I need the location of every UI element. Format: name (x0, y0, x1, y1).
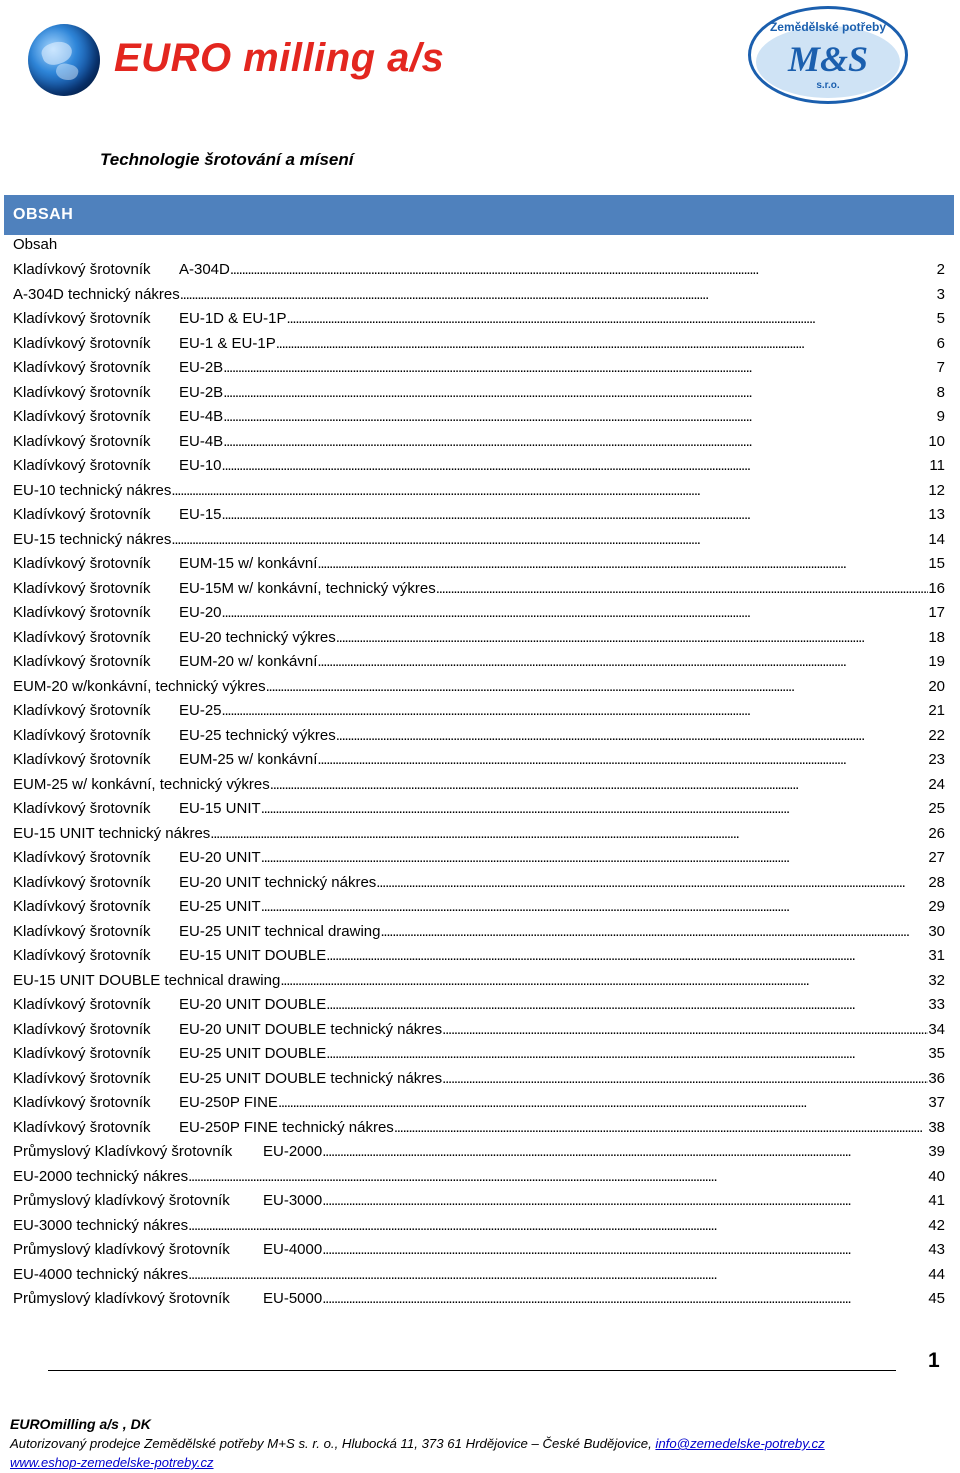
toc-entry-page: 9 (936, 408, 945, 425)
toc-entry-title: Kladívkový šrotovník (13, 334, 151, 352)
toc-entry-model: EU-10 (179, 457, 222, 474)
toc-entry-model: EU-25 UNIT technical drawing (179, 922, 381, 940)
globe-icon (28, 24, 100, 96)
toc-entry-model: EU-20 UNIT DOUBLE technický nákres (179, 1020, 443, 1038)
toc-heading: OBSAH (13, 206, 74, 223)
toc-entry-page: 40 (928, 1167, 945, 1185)
toc-entry-model: EU-15M w/ konkávní, technický výkres (179, 579, 436, 597)
toc-leader-dots (442, 1067, 928, 1092)
toc-entry-page: 10 (928, 432, 945, 450)
toc-entry-page: 26 (928, 824, 945, 842)
toc-entry-model: EU-1D & EU-1P (179, 310, 287, 327)
toc-entry-title: Kladívkový šrotovník (13, 628, 151, 646)
toc-entry-model: EU-20 UNIT technický nákres (179, 873, 377, 891)
toc-entry-model: EU-25 UNIT (179, 898, 261, 915)
toc-entry-page: 16 (928, 579, 945, 597)
toc-leader-dots (336, 724, 929, 749)
toc-entry-title: Průmyslový kladívkový šrotovník (13, 1241, 230, 1258)
toc-entry[interactable] (13, 1042, 945, 1067)
toc-leader-dots (188, 1263, 928, 1288)
toc-entry-title: EUM-25 w/ konkávní, technický výkres (13, 775, 270, 793)
toc-entry[interactable] (13, 454, 945, 479)
toc-leader-dots (223, 430, 928, 455)
toc-entry-model: EU-15 UNIT (179, 800, 261, 817)
toc-entry-model: EU-250P FINE (179, 1094, 278, 1111)
toc-leader-dots (261, 846, 929, 871)
toc-entry-title: Kladívkový šrotovník (13, 604, 151, 621)
toc-entry-title: EU-3000 technický nákres (13, 1216, 189, 1234)
toc-entry[interactable] (13, 699, 945, 724)
toc-entry-model: EU-25 technický výkres (179, 726, 336, 744)
toc-entry[interactable] (13, 748, 945, 773)
toc-entry-title: Kladívkový šrotovník (13, 1020, 151, 1038)
toc-entry-title: Kladívkový šrotovník (13, 849, 151, 866)
toc-leader-dots (280, 969, 928, 994)
toc-entry[interactable] (13, 258, 945, 283)
toc-entry[interactable] (13, 430, 945, 455)
toc-entry[interactable] (13, 993, 945, 1018)
toc-entry-title: EU-15 UNIT technický nákres (13, 824, 211, 842)
toc-entry[interactable] (13, 577, 945, 602)
toc-entry-page: 11 (929, 457, 945, 474)
toc-entry[interactable] (13, 307, 945, 332)
toc-entry-title: Kladívkový šrotovník (13, 702, 151, 719)
toc-entry-title: Kladívkový šrotovník (13, 947, 151, 964)
toc-leader-dots (222, 503, 929, 528)
toc-leader-dots (278, 1091, 928, 1116)
toc-entry-title: EU-15 UNIT DOUBLE technical drawing (13, 971, 281, 989)
logo-top-text: Zemědělské potřeby (769, 20, 887, 34)
toc-entry-title: Kladívkový šrotovník (13, 261, 151, 278)
toc-entry[interactable] (13, 1091, 945, 1116)
toc-leader-dots (276, 332, 937, 357)
toc-leader-dots (394, 1116, 929, 1141)
toc-entry[interactable] (13, 944, 945, 969)
toc-entry[interactable] (13, 552, 945, 577)
toc-entry[interactable] (13, 626, 945, 651)
toc-entry-title: Kladívkový šrotovník (13, 1045, 151, 1062)
toc-entry-model: EUM-20 w/ konkávní (179, 653, 318, 670)
toc-entry-title: Kladívkový šrotovník (13, 996, 151, 1013)
toc-entry[interactable] (13, 1238, 945, 1263)
document-title: Technologie šrotování a mísení (100, 150, 354, 169)
toc-entry[interactable] (13, 1165, 945, 1190)
toc-entry-page: 36 (928, 1069, 945, 1087)
toc-entry-page: 30 (928, 922, 945, 940)
toc-entry-page: 43 (928, 1241, 945, 1258)
toc-entry-title: Průmyslový kladívkový šrotovník (13, 1290, 230, 1307)
toc-entry-page: 34 (928, 1020, 945, 1038)
toc-leader-dots (317, 552, 928, 577)
toc-entry-model: EU-25 (179, 702, 222, 719)
toc-leader-dots (322, 1287, 928, 1312)
toc-entry-title: Kladívkový šrotovník (13, 359, 151, 376)
toc-entry-title: Kladívkový šrotovník (13, 383, 151, 401)
toc-entry[interactable] (13, 650, 945, 675)
toc-leader-dots (261, 797, 929, 822)
footer-website-link[interactable]: www.eshop-zemedelske-potreby.cz (10, 1455, 214, 1470)
toc-leader-dots (317, 748, 928, 773)
footer-divider (48, 1370, 896, 1371)
toc-entry[interactable] (13, 1263, 945, 1288)
toc-entry-page: 17 (928, 604, 945, 621)
footer-dealer-line (10, 1436, 825, 1451)
toc-entry-page: 22 (928, 726, 945, 744)
euro-milling-wordmark: EURO milling a/s (114, 36, 445, 80)
toc-leader-dots (266, 675, 929, 700)
toc-entry[interactable] (13, 822, 945, 847)
toc-leader-dots (317, 650, 928, 675)
toc-entry-title: Kladívkový šrotovník (13, 726, 151, 744)
toc-entry-model: EU-25 UNIT DOUBLE technický nákres (179, 1069, 443, 1087)
toc-entry-title: Kladívkový šrotovník (13, 432, 151, 450)
toc-entry-page: 31 (928, 947, 945, 964)
toc-entry-page: 27 (928, 849, 945, 866)
toc-entry[interactable] (13, 1067, 945, 1092)
toc-entry-page: 25 (928, 800, 945, 817)
toc-entry-page: 14 (928, 530, 945, 548)
toc-entry-page: 18 (928, 628, 945, 646)
toc-entry[interactable] (13, 1189, 945, 1214)
table-of-contents (13, 258, 945, 1312)
toc-entry[interactable] (13, 1140, 945, 1165)
toc-entry-page: 19 (928, 653, 945, 670)
toc-entry-model: EU-2B (179, 359, 224, 376)
toc-entry-page: 41 (928, 1192, 945, 1209)
toc-entry-page: 32 (928, 971, 945, 989)
toc-entry-title: Průmyslový kladívkový šrotovník (13, 1192, 230, 1209)
toc-entry-title: Kladívkový šrotovník (13, 800, 151, 817)
toc-entry-title: EU-4000 technický nákres (13, 1265, 189, 1283)
toc-leader-dots (322, 1238, 928, 1263)
toc-heading-bar (4, 195, 954, 235)
toc-entry[interactable] (13, 1287, 945, 1312)
toc-entry-title: Kladívkový šrotovník (13, 579, 151, 597)
toc-leader-dots (222, 601, 929, 626)
toc-entry-page: 3 (936, 285, 945, 303)
toc-entry-model: EU-20 UNIT (179, 849, 261, 866)
toc-entry-title: Kladívkový šrotovník (13, 873, 151, 891)
toc-entry-page: 35 (928, 1045, 945, 1062)
toc-entry-page: 24 (928, 775, 945, 793)
toc-entry-model: EU-20 (179, 604, 222, 621)
toc-leader-dots (210, 822, 928, 847)
page-number: 1 (928, 1349, 940, 1372)
logo-mark: M&S (787, 39, 869, 79)
toc-leader-dots (326, 1042, 928, 1067)
toc-entry-page: 28 (928, 873, 945, 891)
toc-subheading: Obsah (13, 236, 58, 253)
toc-entry[interactable] (13, 724, 945, 749)
toc-entry-title: Kladívkový šrotovník (13, 408, 151, 425)
toc-entry-title: Kladívkový šrotovník (13, 1094, 151, 1111)
toc-entry-title: EU-10 technický nákres (13, 481, 172, 499)
toc-entry-page: 6 (936, 334, 945, 352)
toc-entry[interactable] (13, 381, 945, 406)
toc-leader-dots (223, 356, 936, 381)
toc-entry-title: Kladívkový šrotovník (13, 310, 151, 327)
footer-dealer-text: Autorizovaný prodejce Zemědělské potřeby M+S s. r. o., Hlubocká 11, 373 61 Hrdějovice – České Budějovice, (10, 1436, 656, 1451)
toc-entry-model: EU-4B (179, 408, 224, 425)
toc-entry[interactable] (13, 969, 945, 994)
toc-leader-dots (336, 626, 929, 651)
toc-leader-dots (222, 699, 929, 724)
footer-email-link[interactable]: info@zemedelske-potreby.cz (655, 1436, 825, 1451)
toc-entry-page: 2 (936, 261, 945, 278)
toc-entry-page: 44 (928, 1265, 945, 1283)
footer-website (10, 1455, 214, 1470)
toc-entry[interactable] (13, 405, 945, 430)
toc-entry[interactable] (13, 675, 945, 700)
toc-leader-dots (326, 944, 928, 969)
toc-leader-dots (223, 381, 936, 406)
toc-entry-title: Průmyslový Kladívkový šrotovník (13, 1143, 233, 1160)
toc-entry[interactable] (13, 895, 945, 920)
toc-leader-dots (376, 871, 928, 896)
toc-entry-page: 13 (928, 506, 945, 523)
logo-bottom-text: s.r.o. (816, 80, 840, 91)
toc-entry[interactable] (13, 528, 945, 553)
toc-entry-model: A-304D (179, 261, 230, 278)
toc-entry[interactable] (13, 503, 945, 528)
toc-leader-dots (436, 577, 929, 602)
toc-entry-model: EU-250P FINE technický nákres (179, 1118, 394, 1136)
toc-entry-model: EU-1 & EU-1P (179, 334, 276, 352)
toc-entry-page: 8 (936, 383, 945, 401)
toc-entry-model: EU-5000 (263, 1290, 323, 1307)
toc-entry-page: 38 (928, 1118, 945, 1136)
toc-entry[interactable] (13, 797, 945, 822)
toc-entry-model: EUM-15 w/ konkávní (179, 555, 318, 572)
toc-entry-title: Kladívkový šrotovník (13, 555, 151, 572)
toc-entry[interactable] (13, 1018, 945, 1043)
toc-leader-dots (326, 993, 928, 1018)
toc-leader-dots (270, 773, 929, 798)
toc-entry-page: 20 (928, 677, 945, 695)
toc-leader-dots (171, 479, 928, 504)
toc-entry-page: 21 (928, 702, 945, 719)
toc-entry-page: 39 (928, 1143, 945, 1160)
toc-entry-page: 23 (928, 751, 945, 768)
toc-entry-model: EU-15 (179, 506, 222, 523)
toc-entry-model: EU-2000 (263, 1143, 323, 1160)
toc-entry-model: EU-25 UNIT DOUBLE (179, 1045, 327, 1062)
toc-leader-dots (222, 454, 930, 479)
toc-leader-dots (171, 528, 928, 553)
toc-entry-model: EU-4B (179, 432, 224, 450)
toc-entry-model: EUM-25 w/ konkávní (179, 751, 318, 768)
toc-entry-title: EU-2000 technický nákres (13, 1167, 189, 1185)
toc-entry[interactable] (13, 871, 945, 896)
toc-leader-dots (180, 283, 937, 308)
toc-entry-title: EUM-20 w/konkávní, technický výkres (13, 677, 266, 695)
toc-entry-model: EU-20 technický výkres (179, 628, 336, 646)
toc-entry-title: Kladívkový šrotovník (13, 751, 151, 768)
toc-entry[interactable] (13, 479, 945, 504)
toc-entry-title: Kladívkový šrotovník (13, 457, 151, 474)
toc-entry-model: EU-4000 (263, 1241, 323, 1258)
toc-entry[interactable] (13, 1116, 945, 1141)
toc-entry[interactable] (13, 601, 945, 626)
toc-entry-title: EU-15 technický nákres (13, 530, 172, 548)
toc-leader-dots (380, 920, 928, 945)
toc-entry-page: 12 (928, 481, 945, 499)
toc-entry[interactable] (13, 846, 945, 871)
toc-entry-title: Kladívkový šrotovník (13, 898, 151, 915)
toc-entry-page: 7 (936, 359, 945, 376)
toc-entry-page: 45 (928, 1290, 945, 1307)
toc-leader-dots (442, 1018, 928, 1043)
toc-leader-dots (261, 895, 929, 920)
toc-entry-title: Kladívkový šrotovník (13, 653, 151, 670)
toc-leader-dots (287, 307, 937, 332)
toc-leader-dots (223, 405, 936, 430)
toc-leader-dots (322, 1189, 928, 1214)
footer-company: EUROmilling a/s , DK (10, 1416, 151, 1432)
toc-entry[interactable] (13, 920, 945, 945)
toc-entry[interactable] (13, 356, 945, 381)
toc-entry-title: Kladívkový šrotovník (13, 922, 151, 940)
toc-entry-model: EU-20 UNIT DOUBLE (179, 996, 327, 1013)
toc-entry-title: Kladívkový šrotovník (13, 1118, 151, 1136)
toc-entry-page: 42 (928, 1216, 945, 1234)
toc-leader-dots (322, 1140, 928, 1165)
toc-leader-dots (230, 258, 937, 283)
toc-leader-dots (188, 1214, 928, 1239)
toc-entry-title: Kladívkový šrotovník (13, 1069, 151, 1087)
euro-milling-logo (28, 24, 508, 104)
toc-entry-model: EU-3000 (263, 1192, 323, 1209)
toc-entry-page: 15 (928, 555, 945, 572)
toc-entry-page: 37 (928, 1094, 945, 1111)
toc-entry-page: 29 (928, 898, 945, 915)
toc-entry-title: A-304D technický nákres (13, 285, 180, 303)
toc-entry-model: EU-15 UNIT DOUBLE (179, 947, 327, 964)
toc-entry[interactable] (13, 332, 945, 357)
toc-entry-page: 33 (928, 996, 945, 1013)
toc-entry-page: 5 (936, 310, 945, 327)
toc-entry[interactable] (13, 773, 945, 798)
toc-entry-model: EU-2B (179, 383, 224, 401)
toc-entry-title: Kladívkový šrotovník (13, 506, 151, 523)
toc-leader-dots (188, 1165, 928, 1190)
toc-entry[interactable] (13, 283, 945, 308)
ms-zemedelske-potreby-logo (748, 6, 910, 106)
toc-entry[interactable] (13, 1214, 945, 1239)
